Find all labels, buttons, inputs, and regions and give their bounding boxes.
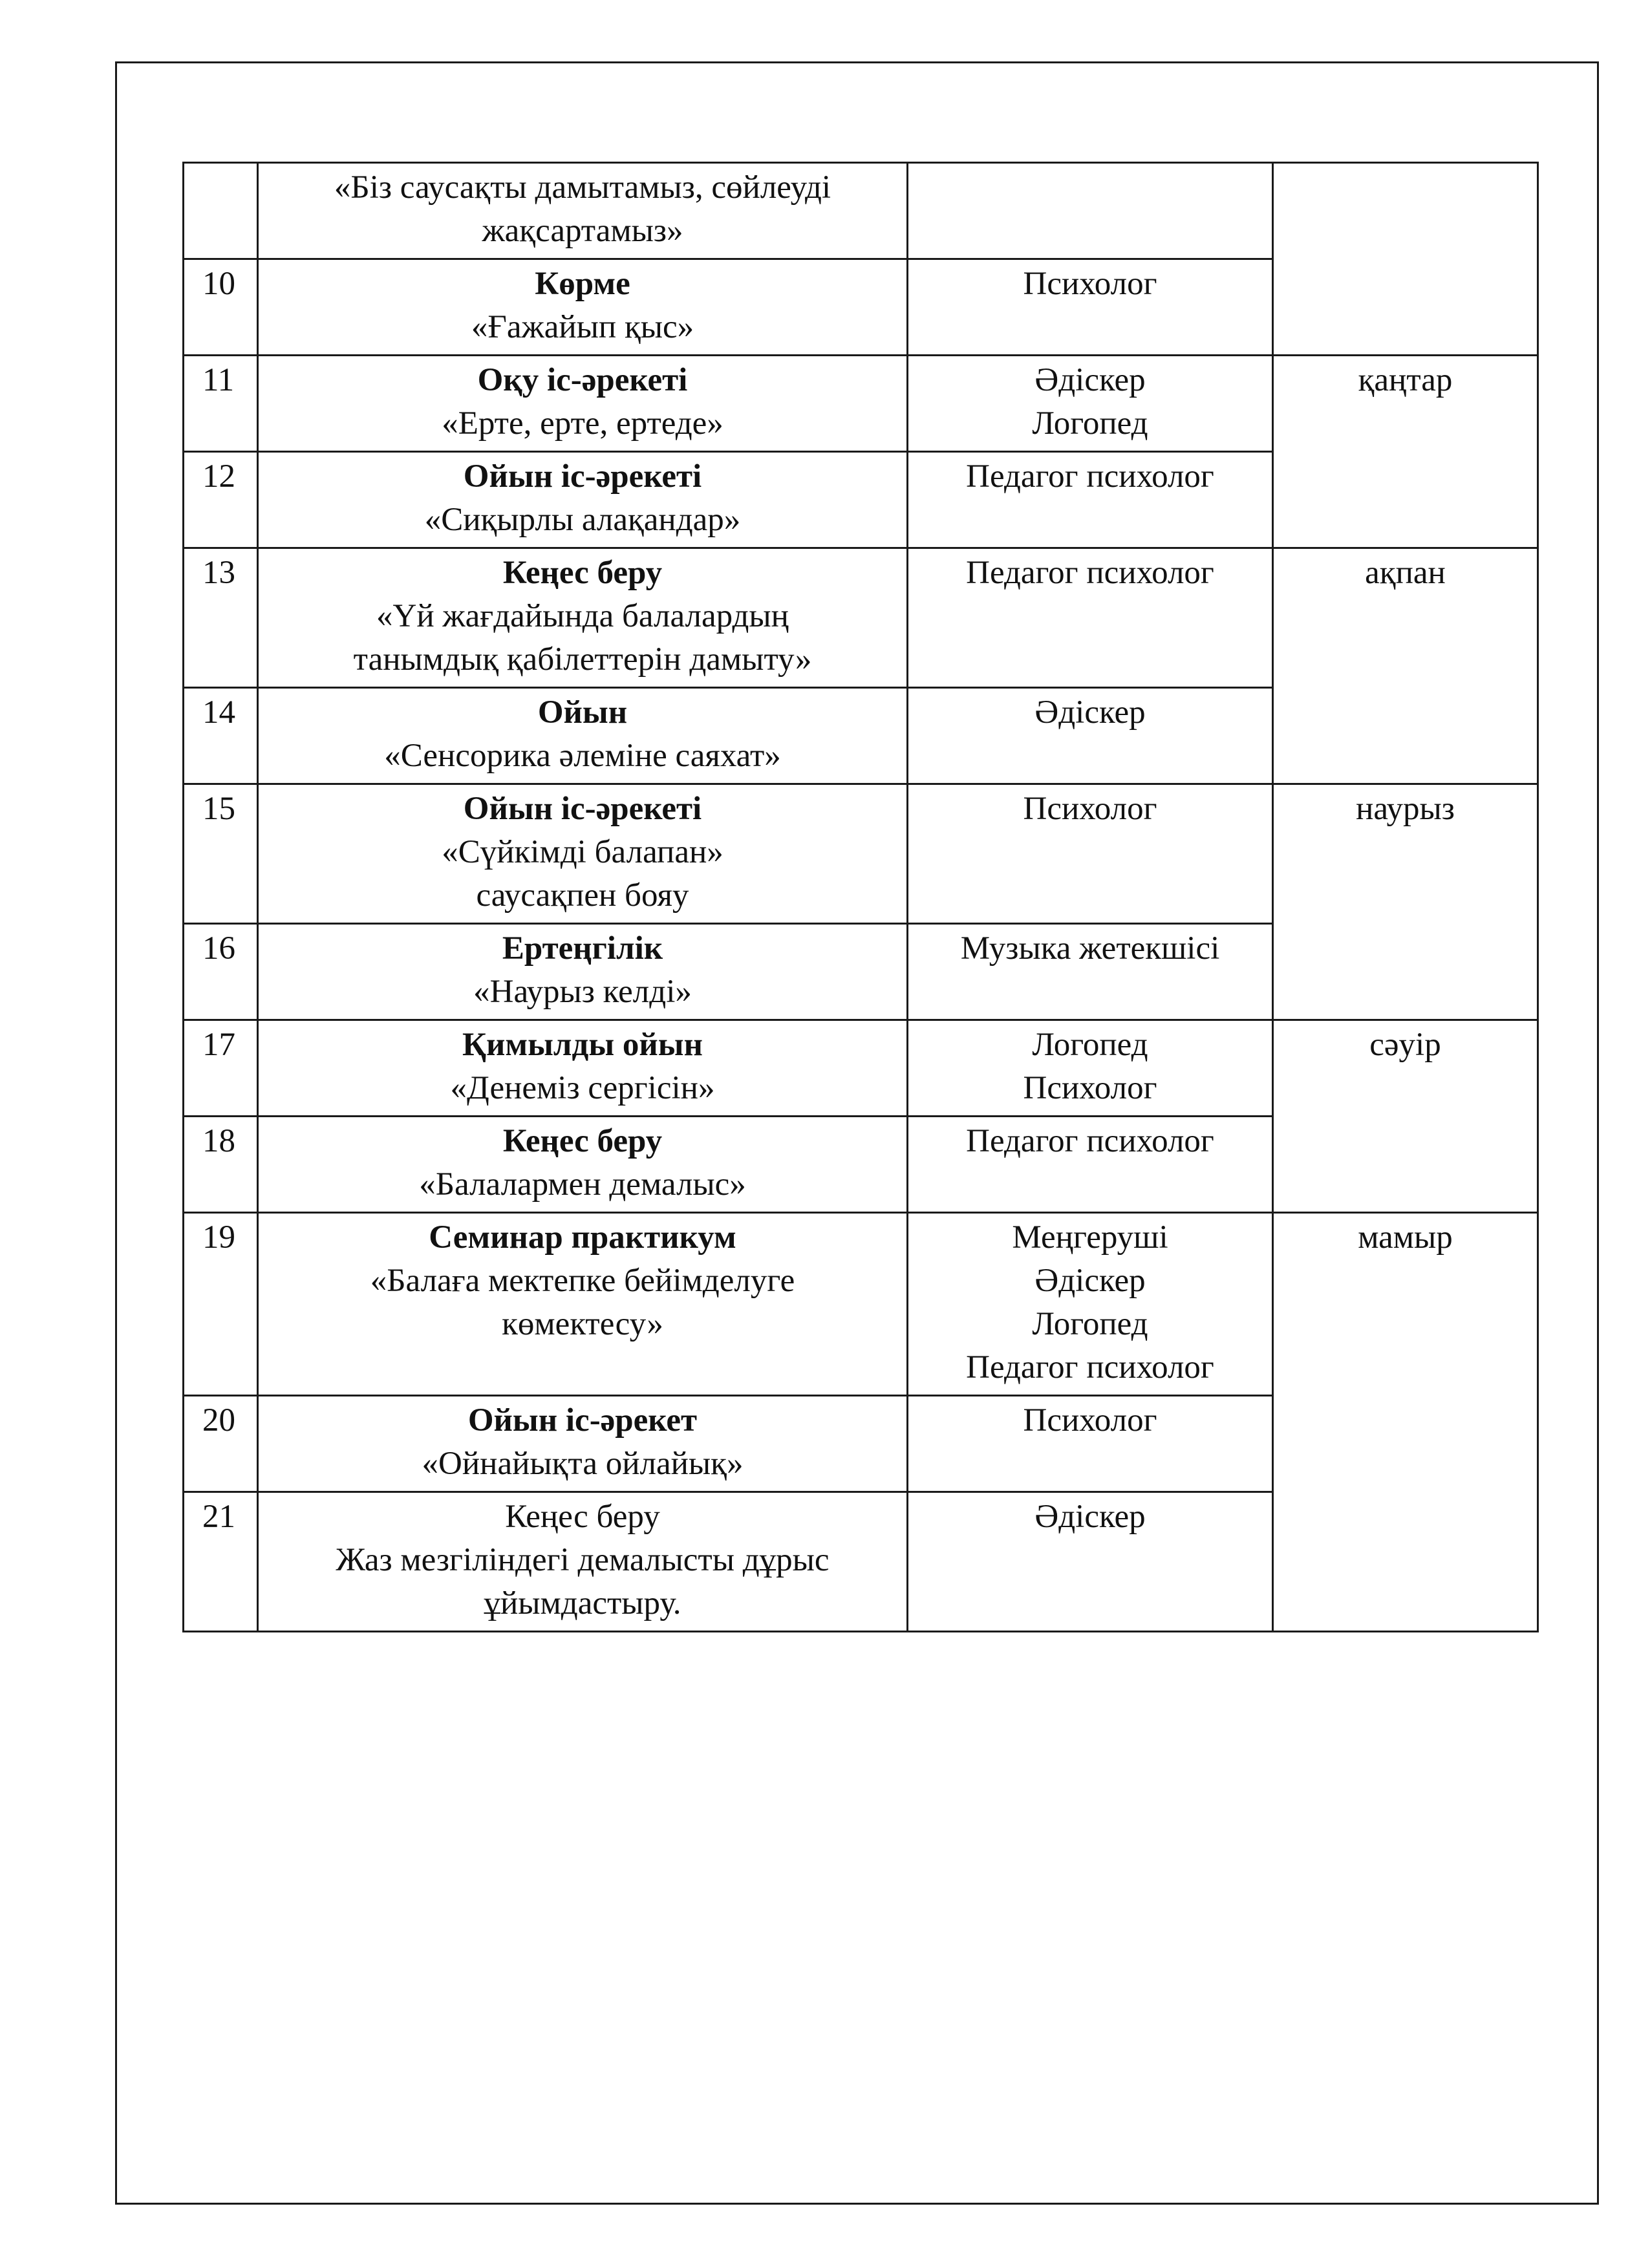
event-description: «Денеміз сергісін» <box>450 1070 715 1106</box>
event-cell <box>258 1492 908 1632</box>
responsible-person: Педагог психолог <box>966 458 1214 495</box>
month-cell: сәуір <box>1273 1020 1538 1213</box>
event-cell <box>258 356 908 452</box>
event-cell <box>258 548 908 688</box>
event-title: Қимылды ойын <box>462 1027 703 1063</box>
row-number: 13 <box>184 548 258 688</box>
responsible-cell <box>908 356 1273 452</box>
responsible-person: Әдіскер <box>1034 1263 1146 1299</box>
event-description: «Ойнайықта ойлайық» <box>422 1446 744 1482</box>
month-cell: қаңтар <box>1273 356 1538 548</box>
row-number: 19 <box>184 1213 258 1396</box>
table-row <box>184 784 1538 924</box>
event-description: «Ғажайып қыс» <box>471 309 694 345</box>
responsible-person: Логопед <box>1032 405 1148 442</box>
row-number: 20 <box>184 1396 258 1492</box>
event-description: «Үй жағдайында балалардың <box>376 598 789 634</box>
responsible-cell <box>908 1396 1273 1492</box>
event-title: Көрме <box>535 266 630 302</box>
responsible-cell <box>908 1020 1273 1117</box>
event-description: жақсартамыз» <box>482 213 683 249</box>
responsible-person: Педагог психолог <box>966 1349 1214 1385</box>
event-cell <box>258 784 908 924</box>
table-row <box>184 548 1538 688</box>
responsible-person: Әдіскер <box>1034 694 1146 731</box>
event-title: Ойын <box>537 694 628 731</box>
event-title: Кеңес беру <box>505 1499 660 1535</box>
event-cell <box>258 924 908 1020</box>
row-number: 17 <box>184 1020 258 1117</box>
responsible-person: Педагог психолог <box>966 1123 1214 1159</box>
responsible-person: Психолог <box>1023 791 1157 827</box>
row-number: 15 <box>184 784 258 924</box>
event-description: Жаз мезгіліндегі демалысты дұрыс <box>336 1542 830 1578</box>
responsible-cell <box>908 784 1273 924</box>
event-description: көмектесу» <box>502 1306 663 1342</box>
event-cell <box>258 259 908 356</box>
responsible-cell <box>908 1492 1273 1632</box>
responsible-person: Әдіскер <box>1034 1499 1146 1535</box>
responsible-cell <box>908 548 1273 688</box>
row-number: 14 <box>184 688 258 784</box>
row-number: 18 <box>184 1117 258 1213</box>
row-number: 11 <box>184 356 258 452</box>
row-number: 10 <box>184 259 258 356</box>
event-description: «Біз саусақты дамытамыз, сөйлеуді <box>334 169 831 206</box>
responsible-cell <box>908 924 1273 1020</box>
responsible-cell <box>908 688 1273 784</box>
responsible-cell <box>908 163 1273 259</box>
event-title: Ойын іс-әрекет <box>467 1402 698 1439</box>
event-cell <box>258 1396 908 1492</box>
responsible-cell <box>908 259 1273 356</box>
event-description: ұйымдастыру. <box>484 1585 681 1621</box>
event-title: Семинар практикум <box>429 1219 736 1256</box>
responsible-person: Педагог психолог <box>966 555 1214 591</box>
row-number <box>184 163 258 259</box>
responsible-cell <box>908 452 1273 548</box>
event-cell <box>258 1020 908 1117</box>
event-title: Ойын іс-әрекеті <box>463 458 702 495</box>
event-title: Кеңес беру <box>502 555 663 591</box>
event-description: «Балаға мектепке бейімделуге <box>370 1263 795 1299</box>
row-number: 21 <box>184 1492 258 1632</box>
table-row <box>184 163 1538 259</box>
month-cell: мамыр <box>1273 1213 1538 1632</box>
row-number: 16 <box>184 924 258 1020</box>
event-description: «Наурыз келді» <box>473 974 692 1010</box>
event-description: саусақпен бояу <box>476 877 689 914</box>
event-description: «Сүйкімді балапан» <box>442 834 723 870</box>
event-cell <box>258 1117 908 1213</box>
event-cell <box>258 163 908 259</box>
event-description: «Сиқырлы алақандар» <box>424 502 741 538</box>
responsible-cell <box>908 1117 1273 1213</box>
month-cell: наурыз <box>1273 784 1538 1020</box>
event-title: Ойын іс-әрекеті <box>463 791 702 827</box>
event-description: «Балалармен демалыс» <box>419 1166 746 1203</box>
responsible-person: Психолог <box>1023 1402 1157 1439</box>
event-description: «Ерте, ерте, ертеде» <box>442 405 723 442</box>
month-cell: ақпан <box>1273 548 1538 784</box>
responsible-person: Логопед <box>1032 1027 1148 1063</box>
responsible-person: Психолог <box>1023 266 1157 302</box>
responsible-cell <box>908 1213 1273 1396</box>
event-title: Кеңес беру <box>502 1123 663 1159</box>
event-title: Ертеңгілік <box>502 930 663 967</box>
event-title: Оқу іс-әрекеті <box>477 362 688 398</box>
event-description: танымдық қабілеттерін дамыту» <box>353 641 812 678</box>
event-cell <box>258 688 908 784</box>
responsible-person: Логопед <box>1032 1306 1148 1342</box>
event-schedule-table <box>182 162 1539 1632</box>
table-row <box>184 1213 1538 1396</box>
event-cell <box>258 1213 908 1396</box>
responsible-person: Музыка жетекшісі <box>960 930 1220 967</box>
responsible-person: Әдіскер <box>1034 362 1146 398</box>
responsible-person: Меңгеруші <box>1012 1219 1168 1256</box>
month-cell <box>1273 163 1538 356</box>
row-number: 12 <box>184 452 258 548</box>
event-description: «Сенсорика әлеміне саяхат» <box>384 738 781 774</box>
event-cell <box>258 452 908 548</box>
table-row <box>184 1020 1538 1117</box>
table-row <box>184 356 1538 452</box>
responsible-person: Психолог <box>1023 1070 1157 1106</box>
